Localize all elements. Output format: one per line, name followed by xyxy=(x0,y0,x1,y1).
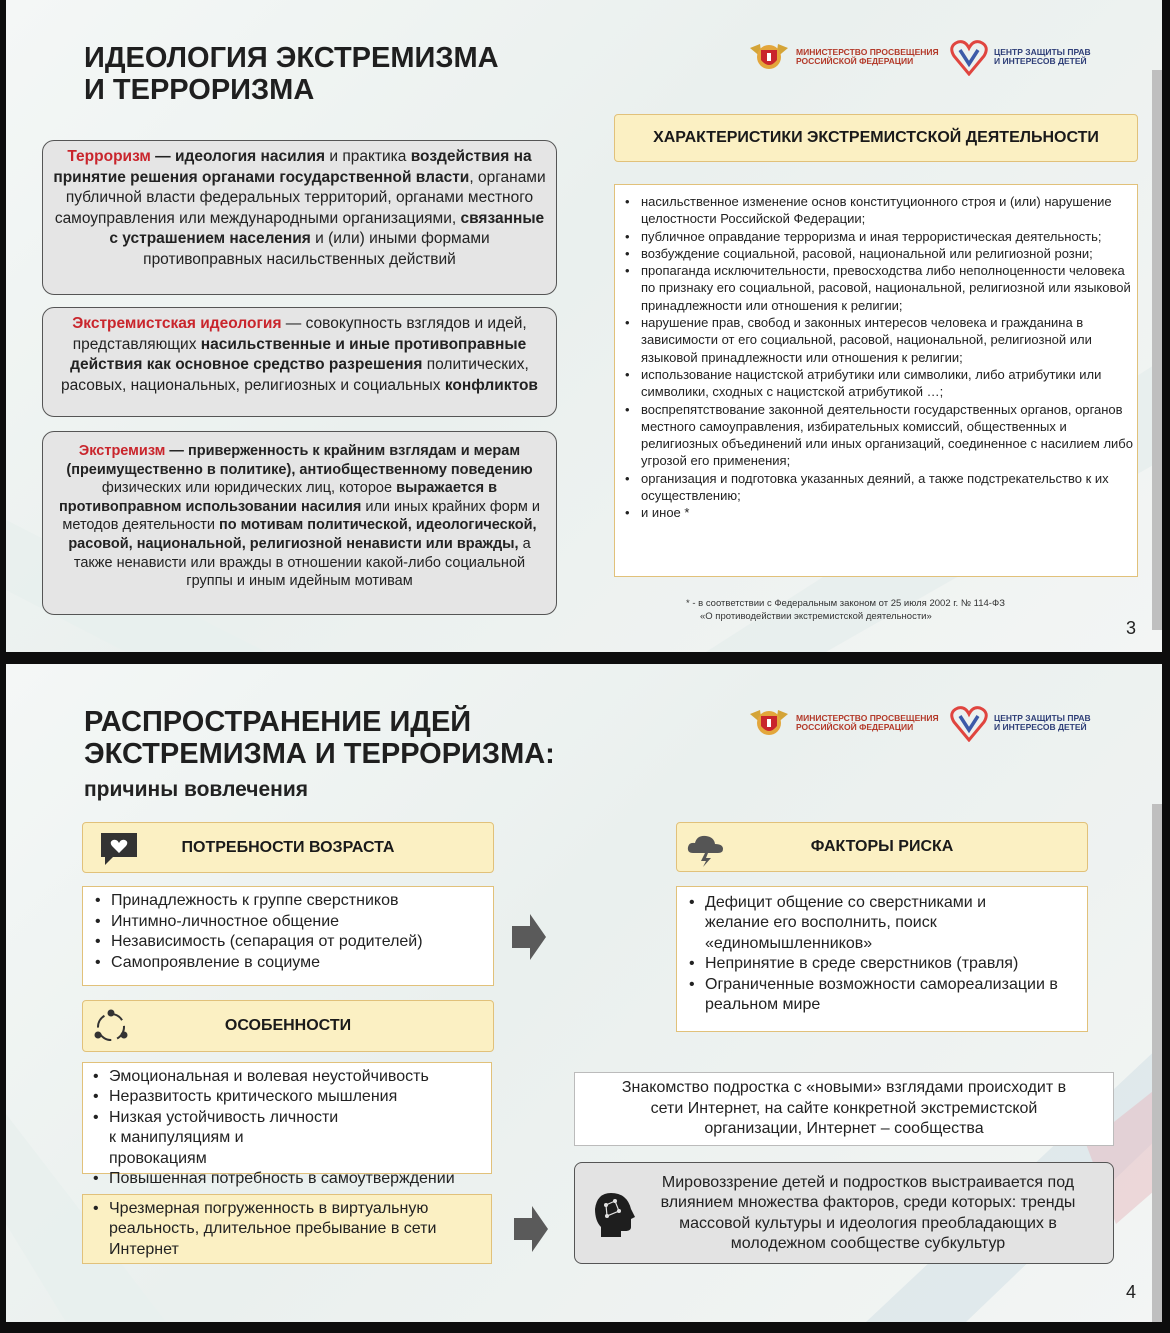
center-name-line2: И ИНТЕРЕСОВ ДЕТЕЙ xyxy=(994,56,1087,66)
slide-title: ИДЕОЛОГИЯ ЭКСТРЕМИЗМА И ТЕРРОРИЗМА xyxy=(84,42,499,107)
page-number: 3 xyxy=(1126,618,1137,638)
list-item: • организация и подготовка указанных деяний, а также подстрекательство к их осуществлению; xyxy=(621,470,1133,505)
list-item: • воспрепятствование законной деятельности государственных органов, органов местного самоуправления, избирательных комиссий, общественных и религиозных объединений или иных организаций, соединенное с насилием либо угрозой его применения; xyxy=(621,401,1133,470)
arrow-right-icon xyxy=(510,912,548,962)
list-item: • возбуждение социальной, расовой, национальной или религиозной розни; xyxy=(621,245,1133,262)
def-text: физических или юридических лиц, которое xyxy=(101,480,397,497)
center-name-line2: И ИНТЕРЕСОВ ДЕТЕЙ xyxy=(994,722,1087,732)
def-text: политических, расовых, национальных, религиозных и социальных xyxy=(61,356,529,394)
slide-subtitle: причины вовлечения xyxy=(84,778,309,801)
def-text: , органами публичной власти федеральных территорий, органами местного самоуправления или международными организациями, xyxy=(54,168,546,227)
def-text: — совокупность взглядов и идей, представляющих xyxy=(72,315,527,353)
def-text: связанные с устрашением населения xyxy=(109,209,545,247)
def-text: и (или) иными формами противоправных насильственных действий xyxy=(143,230,490,268)
list-item: • Непринятие в среде сверстников (травля) xyxy=(685,954,1079,974)
worldview-text: Мировоззрение детей и подростков выстраивается под влиянием множества факторов, среди которых: тренды массовой культуры и идеология преобладающих в молодежном сообществе субкультур xyxy=(660,1174,1076,1253)
features-box xyxy=(82,1062,492,1188)
features-heading xyxy=(82,1000,494,1052)
list-item: • публичное оправдание терроризма и иная террористическая деятельность; xyxy=(621,228,1133,245)
list-item: • Неразвитость критического мышления xyxy=(89,1087,485,1107)
center-logo xyxy=(950,38,1091,76)
risk-factors-list xyxy=(685,893,1079,1015)
slide-4 xyxy=(6,664,1162,1322)
def-text: — идеология насилия xyxy=(150,148,326,165)
age-needs-box xyxy=(82,886,494,986)
list-item: • Дефицит общение со сверстниками и желание его восполнить, поиск «единомышленников» xyxy=(685,893,1079,954)
risk-factors-heading-label: ФАКТОРЫ РИСКА xyxy=(810,838,954,855)
list-item: • Принадлежность к группе сверстников xyxy=(91,891,485,912)
arrow-right-icon xyxy=(512,1204,550,1254)
list-item: • Независимость (сепарация от родителей) xyxy=(91,932,485,953)
ministry-logo xyxy=(748,704,939,742)
center-name-line1: ЦЕНТР ЗАЩИТЫ ПРАВ xyxy=(994,713,1091,724)
risk-factors-box xyxy=(676,886,1088,1032)
ministry-emblem-icon xyxy=(748,704,790,742)
risk-factors-heading xyxy=(676,822,1088,872)
footnote-line2: «О противодействии экстремистской деятельности» xyxy=(700,610,932,622)
list-item: • Интимно-личностное общение xyxy=(91,912,485,933)
list-item: • и иное * xyxy=(621,504,1133,521)
slide-title: РАСПРОСТРАНЕНИЕ ИДЕЙ ЭКСТРЕМИЗМА И ТЕРРОРИЗМА: xyxy=(84,706,555,771)
center-heart-icon xyxy=(950,38,988,76)
list-item: • Чрезмерная погруженность в виртуальную реальность, длительное пребывание в сети Интернет xyxy=(89,1199,485,1260)
extremist-ideology-definition xyxy=(42,307,557,417)
internet-acquaintance-text: Знакомство подростка с «новыми» взглядами происходит в сети Интернет, на сайте конкретной экстремистской организации, Интернет – сообщества xyxy=(621,1079,1067,1138)
worldview-box xyxy=(574,1162,1114,1264)
def-text: или иных крайних форм и методов деятельности xyxy=(62,498,540,534)
list-item: • Низкая устойчивость личности к манипуляциям и провокациям xyxy=(89,1108,485,1169)
virtual-reality-box xyxy=(82,1194,492,1264)
virtual-list xyxy=(89,1199,485,1260)
chat-heart-icon xyxy=(99,831,139,867)
list-item: • пропаганда исключительности, превосходства либо неполноценности человека по признаку его социальной, расовой, национальной, религиозной или языковой принадлежности или отношения к религии; xyxy=(621,262,1133,314)
list-item: • Повышенная потребность в самоутверждении xyxy=(89,1169,485,1189)
extremism-definition xyxy=(42,431,557,615)
footnote xyxy=(686,598,1005,623)
center-name-line1: ЦЕНТР ЗАЩИТЫ ПРАВ xyxy=(994,47,1091,58)
age-needs-heading xyxy=(82,822,494,873)
features-list xyxy=(89,1067,485,1189)
def-text: по мотивам политической, идеологической, расовой, национальной, религиозной ненависти или вражды, xyxy=(68,517,537,552)
ministry-name-line2: РОССИЙСКОЙ ФЕДЕРАЦИИ xyxy=(796,722,914,732)
characteristics-list xyxy=(621,193,1133,522)
def-text: и практика xyxy=(325,148,411,165)
characteristics-heading: ХАРАКТЕРИСТИКИ ЭКСТРЕМИСТСКОЙ ДЕЯТЕЛЬНОСТИ xyxy=(614,114,1138,162)
slide-3 xyxy=(6,0,1162,652)
footnote-line1: * - в соответствии с Федеральным законом от 25 июля 2002 г. № 114-ФЗ xyxy=(686,598,1005,609)
list-item: • Самопроявление в социуме xyxy=(91,953,485,974)
ministry-name-line1: МИНИСТЕРСТВО ПРОСВЕЩЕНИЯ xyxy=(796,47,939,58)
def-text: — приверженность к крайним взглядам и мерам (преимущественно в политике), антиобщественному поведению xyxy=(66,443,533,478)
characteristics-list-box xyxy=(614,184,1138,577)
page-number: 4 xyxy=(1126,1282,1137,1302)
list-item: • Эмоциональная и волевая неустойчивость xyxy=(89,1067,485,1087)
term-extremism: Экстремизм xyxy=(78,443,166,459)
storm-cloud-icon xyxy=(685,831,727,867)
def-text: насильственные и иные противоправные действия как основное средство разрешения xyxy=(70,335,527,373)
def-text: конфликтов xyxy=(444,376,538,394)
features-heading-label: ОСОБЕННОСТИ xyxy=(224,1017,352,1034)
ministry-logo xyxy=(748,38,939,76)
cycle-icon xyxy=(91,1007,131,1047)
brain-head-icon xyxy=(593,1191,637,1237)
term-extremist-ideology: Экстремистская идеология xyxy=(72,315,282,332)
def-text: выражается в противоправном использовании насилия xyxy=(59,480,498,515)
list-item: • использование нацистской атрибутики или символики, либо атрибутики или символики, сходных с нацистской атрибутикой …; xyxy=(621,366,1133,401)
internet-acquaintance-box xyxy=(574,1072,1114,1146)
list-item: • насильственное изменение основ конституционного строя и (или) нарушение целостности Российской Федерации; xyxy=(621,193,1133,228)
def-text: воздействия на принятие решения органами государственной власти xyxy=(53,148,532,186)
def-text: а также ненависти или вражды в отношении какой-либо социальной группы и иным идейным мотивам xyxy=(73,535,531,590)
age-needs-list xyxy=(91,891,485,973)
ministry-emblem-icon xyxy=(748,38,790,76)
ministry-name-line2: РОССИЙСКОЙ ФЕДЕРАЦИИ xyxy=(796,56,914,66)
list-item: • Ограниченные возможности самореализации в реальном мире xyxy=(685,975,1079,1016)
list-item: • нарушение прав, свобод и законных интересов человека и гражданина в зависимости от его социальной, расовой, национальной, религиозной или языковой принадлежности или отношения к религии; xyxy=(621,314,1133,366)
age-needs-heading-label: ПОТРЕБНОСТИ ВОЗРАСТА xyxy=(181,838,395,856)
term-terrorism: Терроризм xyxy=(67,148,151,165)
center-logo xyxy=(950,704,1091,742)
center-heart-icon xyxy=(950,704,988,742)
ministry-name-line1: МИНИСТЕРСТВО ПРОСВЕЩЕНИЯ xyxy=(796,713,939,724)
terrorism-definition xyxy=(42,140,557,295)
